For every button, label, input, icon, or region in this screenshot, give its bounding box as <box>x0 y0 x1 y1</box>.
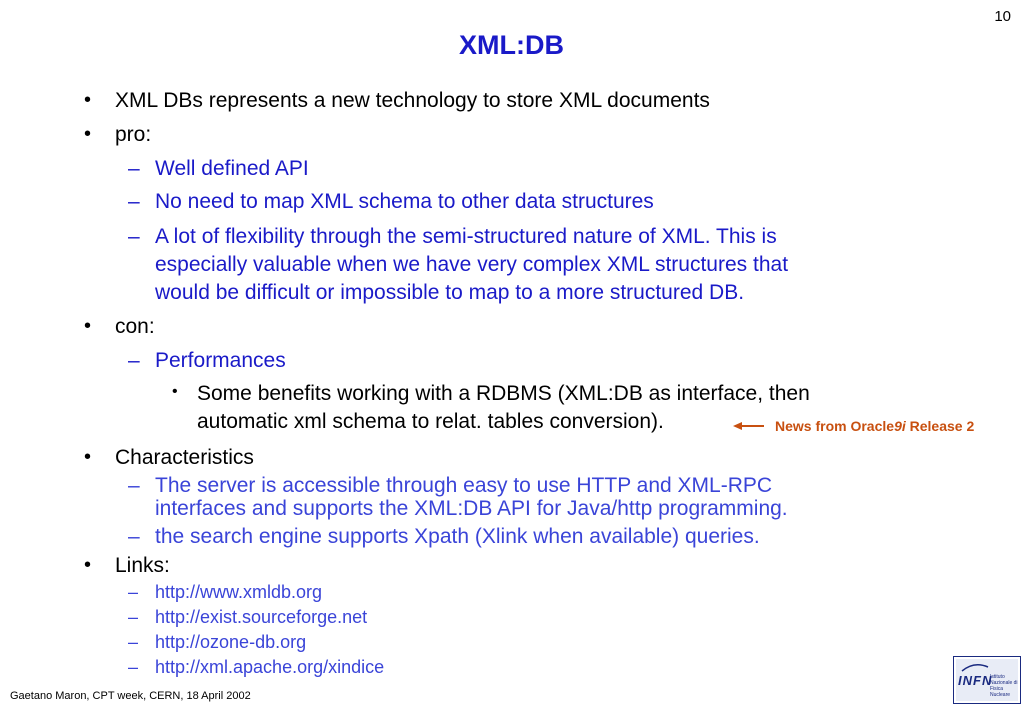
link-xmldb[interactable]: http://www.xmldb.org <box>155 582 323 602</box>
logo-small-text: Istituto Nazionale di Fisica Nucleare <box>990 674 1018 698</box>
pro-item-api: Well defined API <box>155 157 309 180</box>
oracle-annotation <box>733 418 974 434</box>
slide-title: XML:DB <box>459 30 564 60</box>
dash-icon: – <box>128 657 139 677</box>
dash-icon: – <box>128 349 140 372</box>
dash-icon: – <box>128 474 140 497</box>
infn-logo <box>953 656 1021 704</box>
con-item-performances: Performances <box>155 349 286 372</box>
bullet-dot-icon: • <box>84 315 92 337</box>
dash-icon: – <box>128 157 140 180</box>
con-subitem-rdbms-line2: automatic xml schema to relat. tables conversion). <box>197 410 664 433</box>
pro-item-flexibility-line1: A lot of flexibility through the semi-structured nature of XML. This is <box>155 225 777 248</box>
bullet-con: con: <box>115 315 155 338</box>
dash-icon: – <box>128 632 139 652</box>
dash-icon: – <box>128 225 140 248</box>
footer-credit: Gaetano Maron, CPT week, CERN, 18 April 2002 <box>10 690 251 702</box>
link-xindice[interactable]: http://xml.apache.org/xindice <box>155 657 385 677</box>
bullet-pro: pro: <box>115 123 152 146</box>
characteristics-server-line2: interfaces and supports the XML:DB API for Java/http programming. <box>155 497 788 520</box>
dash-icon: – <box>128 582 139 602</box>
bullet-dot-icon: • <box>84 89 92 111</box>
page-number: 10 <box>994 8 1011 25</box>
bullet-dot-icon: • <box>172 383 178 400</box>
left-arrow-icon <box>733 421 765 431</box>
link-ozone[interactable]: http://ozone-db.org <box>155 632 307 652</box>
annotation-prefix: News from Oracle <box>775 418 895 434</box>
bullet-characteristics: Characteristics <box>115 446 254 469</box>
pro-item-schema: No need to map XML schema to other data structures <box>155 190 654 213</box>
con-subitem-rdbms-line1: Some benefits working with a RDBMS (XML:DB as interface, then <box>197 382 810 405</box>
characteristics-server-line1: The server is accessible through easy to use HTTP and XML-RPC <box>155 474 773 497</box>
dash-icon: – <box>128 607 139 627</box>
dash-icon: – <box>128 525 140 548</box>
annotation-version: 9i <box>894 418 906 434</box>
logo-text: INFN <box>958 673 993 688</box>
bullet-dot-icon: • <box>84 123 92 145</box>
annotation-suffix: Release 2 <box>905 418 975 434</box>
dash-icon: – <box>128 190 140 213</box>
link-exist[interactable]: http://exist.sourceforge.net <box>155 607 368 627</box>
bullet-xml-dbs: XML DBs represents a new technology to store XML documents <box>115 89 710 112</box>
pro-item-flexibility-line2: especially valuable when we have very complex XML structures that <box>155 253 789 276</box>
bullet-links: Links: <box>115 554 170 577</box>
bullet-dot-icon: • <box>84 446 92 468</box>
bullet-dot-icon: • <box>84 554 92 576</box>
pro-item-flexibility-line3: would be difficult or impossible to map to a more structured DB. <box>155 281 745 304</box>
characteristics-search: the search engine supports Xpath (Xlink when available) queries. <box>155 525 760 548</box>
